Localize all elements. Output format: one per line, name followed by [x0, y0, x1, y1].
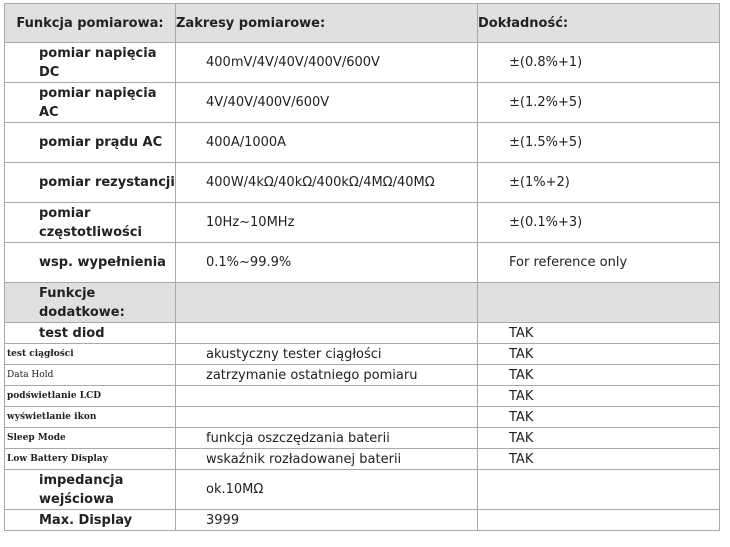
range-value: 4V/40V/400V/600V — [176, 83, 478, 123]
accuracy-value: ±(0.8%+1) — [478, 43, 720, 83]
extra-function-label: podświetlanie LCD — [5, 386, 176, 407]
header-accuracy: Dokładność: — [478, 4, 720, 43]
extra-function-label: test diod — [5, 323, 176, 344]
function-label: pomiar napięcia AC — [5, 83, 176, 123]
table-row — [5, 43, 720, 83]
table-row — [5, 407, 720, 428]
range-value: 10Hz~10MHz — [176, 203, 478, 243]
extra-function-label: impedancja wejściowa — [5, 470, 176, 510]
table-row — [5, 344, 720, 365]
extra-value: TAK — [478, 386, 720, 407]
table-row — [5, 386, 720, 407]
table-row — [5, 203, 720, 243]
extra-value — [478, 510, 720, 531]
table-header-row — [5, 4, 720, 43]
accuracy-value: ±(1.2%+5) — [478, 83, 720, 123]
extra-description — [176, 323, 478, 344]
accuracy-value: ±(0.1%+3) — [478, 203, 720, 243]
extra-description: zatrzymanie ostatniego pomiaru — [176, 365, 478, 386]
table-row — [5, 428, 720, 449]
table-row — [5, 123, 720, 163]
extra-value: TAK — [478, 365, 720, 386]
accuracy-value: ±(1.5%+5) — [478, 123, 720, 163]
extra-value: TAK — [478, 407, 720, 428]
table-row — [5, 449, 720, 470]
header-function: Funkcja pomiarowa: — [5, 4, 176, 43]
table-row — [5, 470, 720, 510]
accuracy-value: ±(1%+2) — [478, 163, 720, 203]
extra-function-label: Data Hold — [5, 365, 176, 386]
extra-description: wskaźnik rozładowanej baterii — [176, 449, 478, 470]
extras-section-label: Funkcje dodatkowe: — [5, 283, 176, 323]
extra-description — [176, 386, 478, 407]
extra-function-label: Low Battery Display — [5, 449, 176, 470]
extra-function-label: test ciągłości — [5, 344, 176, 365]
extra-value — [478, 470, 720, 510]
function-label: pomiar napięcia DC — [5, 43, 176, 83]
extra-function-label: wyświetlanie ikon — [5, 407, 176, 428]
section-header-row — [5, 283, 720, 323]
range-value: 400A/1000A — [176, 123, 478, 163]
accuracy-value: For reference only — [478, 243, 720, 283]
range-value: 0.1%~99.9% — [176, 243, 478, 283]
header-ranges: Zakresy pomiarowe: — [176, 4, 478, 43]
table-row — [5, 83, 720, 123]
table-row — [5, 323, 720, 344]
function-label: pomiar rezystancji — [5, 163, 176, 203]
extra-value: TAK — [478, 449, 720, 470]
empty-cell — [176, 283, 478, 323]
function-label: pomiar prądu AC — [5, 123, 176, 163]
extra-description: ok.10MΩ — [176, 470, 478, 510]
extra-value: TAK — [478, 428, 720, 449]
table-row — [5, 510, 720, 531]
range-value: 400mV/4V/40V/400V/600V — [176, 43, 478, 83]
table-row — [5, 243, 720, 283]
extra-description: akustyczny tester ciągłości — [176, 344, 478, 365]
extra-function-label: Sleep Mode — [5, 428, 176, 449]
extra-value: TAK — [478, 344, 720, 365]
table-row — [5, 163, 720, 203]
extra-description — [176, 407, 478, 428]
extra-description: funkcja oszczędzania baterii — [176, 428, 478, 449]
table-row — [5, 365, 720, 386]
extra-description: 3999 — [176, 510, 478, 531]
extra-value: TAK — [478, 323, 720, 344]
specification-table — [4, 3, 720, 531]
extra-function-label: Max. Display — [5, 510, 176, 531]
function-label: wsp. wypełnienia — [5, 243, 176, 283]
empty-cell — [478, 283, 720, 323]
range-value: 400W/4kΩ/40kΩ/400kΩ/4MΩ/40MΩ — [176, 163, 478, 203]
function-label: pomiar częstotliwości — [5, 203, 176, 243]
